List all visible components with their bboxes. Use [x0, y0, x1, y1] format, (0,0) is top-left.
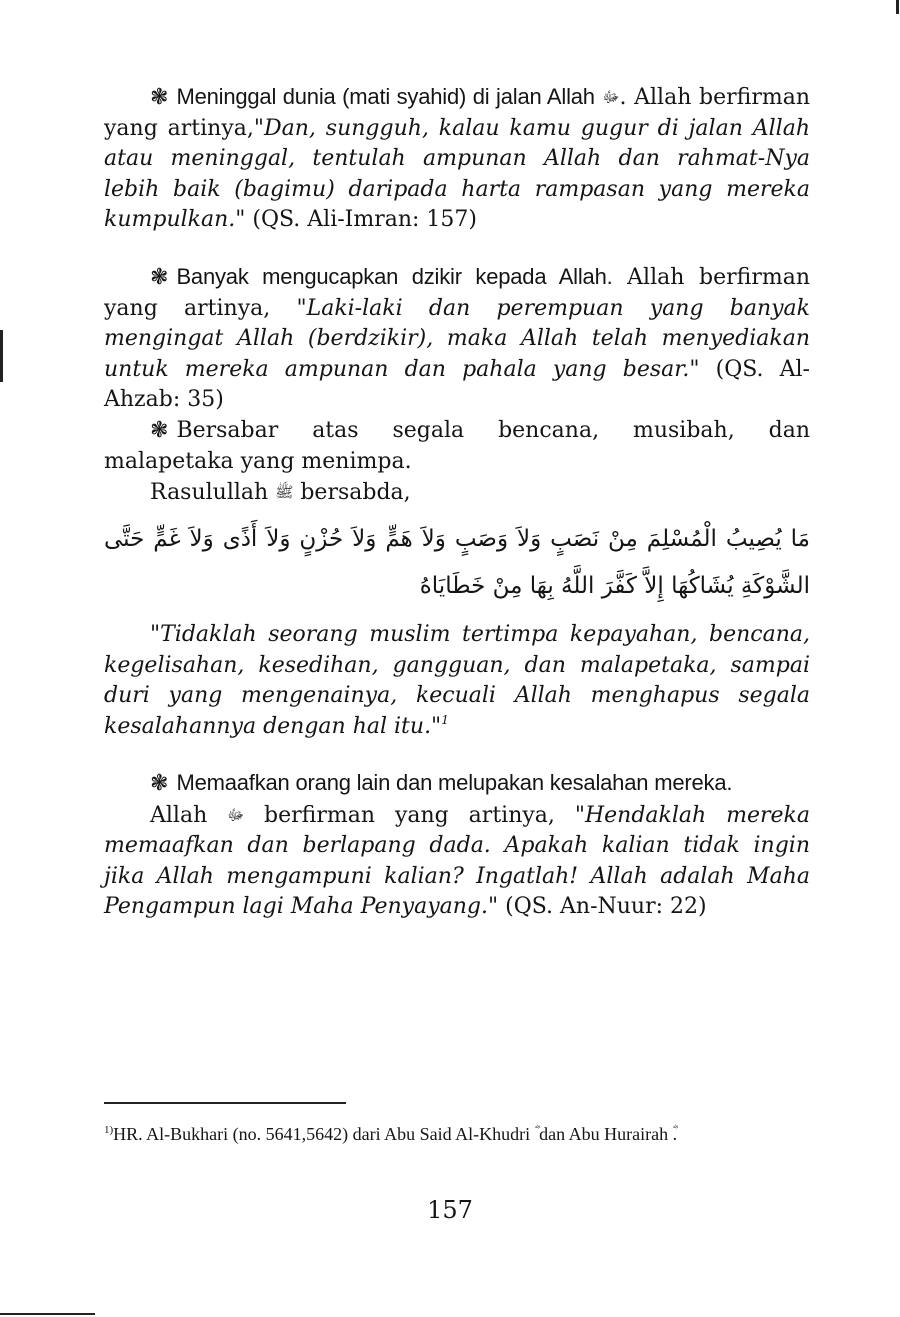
footnote-ref: 1 — [441, 712, 449, 727]
hadith-arabic-text: مَا يُصِيبُ الْمُسْلِمَ مِنْ نَصَبٍ وَلاَ وَصَبٍ وَلاَ هَمٍّ وَلاَ حُزْنٍ وَلاَ أَذًى وَلاَ غَمٍّ حَتَّى الشَّوْكَةِ يُشَاكُهَا إِلاَّ كَفَّرَ اللَّهُ بِهَا مِنْ خَطَايَاهُ — [104, 526, 810, 599]
top-scan-edge-mark — [896, 0, 899, 14]
ornament-icon: ❃ — [150, 265, 169, 290]
hadith-translation: "Tidaklah seorang muslim tertimpa kepayahan, bencana, kegelisahan, kesedihan, gangguan, dan malapetaka, sampai duri yang mengenainya, kecuali Allah menghapus segala kesalahannya dengan hal itu." — [104, 622, 810, 739]
footnote-divider — [104, 1102, 346, 1104]
ornament-icon: ❃ — [150, 418, 169, 443]
footnote-number: 1) — [104, 1124, 114, 1136]
ornament-icon: ❃ — [150, 771, 169, 796]
paragraph-hadith-translation — [104, 620, 810, 742]
paragraph-mati-syahid: ❃ Meninggal dunia (mati syahid) di jalan Allah ﷻ. Allah berfirman yang artinya,"Dan, sungguh, kalau kamu gugur di jalan Allah atau meninggal, tentulah ampunan Allah dan rahmat-Nya lebih baik (bagimu) daripada harta rampasan yang mereka kumpulkan." (QS. Ali-Imran: 157) — [104, 84, 810, 232]
quran-reference: " (QS. Al-Ahzab: 35) — [104, 356, 810, 412]
paragraph-dzikir: ❃ Banyak mengucapkan dzikir kepada Allah. Allah berfirman yang artinya, "Laki-laki dan perempuan yang banyak mengingat Allah (berdzikir), maka Allah telah menyediakan untuk mereka ampunan dan pahala yang besar." (QS. Al-Ahzab: 35) — [104, 264, 810, 412]
heading-bersabar: Bersabar atas segala bencana, musibah, dan malapetaka yang menimpa. — [104, 418, 810, 474]
salla-mark-icon: ﷺ — [275, 483, 294, 501]
paragraph-bersabar: ❃ Bersabar atas segala bencana, musibah, dan malapetaka yang menimpa. Rasulullah ﷺ bersabda, — [104, 418, 810, 505]
quran-quote: Hendaklah mereka memaafkan dan berlapang dada. Apakah kalian tidak ingin jika Allah mengampuni kalian? Ingatlah! Allah adalah Maha Pengampun lagi Maha Penyayang. — [104, 802, 810, 919]
footnote: $^{1)}$HR. Al-Bukhari (no. 5641,5642) dari Abu Said Al-Khudri dan Abu Hurairah . — [104, 1124, 678, 1144]
heading-mati-syahid: Meninggal dunia (mati syahid) di jalan Allah — [176, 84, 595, 109]
heading-memaafkan: Memaafkan orang lain dan melupakan kesalahan mereka. — [176, 770, 733, 795]
page-number: 157 — [427, 1196, 473, 1224]
heading-dzikir: Banyak mengucapkan dzikir kepada Allah. — [176, 264, 613, 289]
swt-mark-icon: ﷻ — [227, 805, 245, 824]
bottom-scan-edge-mark — [0, 1313, 95, 1315]
quran-quote: Dan, sungguh, kalau kamu gugur di jalan Allah atau meninggal, tentulah ampunan Allah dan rahmat-Nya lebih baik (bagimu) daripada harta rampasan yang mereka kumpulkan. — [104, 115, 810, 232]
left-scan-edge-mark — [0, 330, 3, 382]
ornament-icon: ❃ — [150, 85, 169, 110]
swt-mark-icon: ﷻ — [602, 88, 620, 106]
quran-quote: Laki-laki dan perempuan yang banyak mengingat Allah (berdzikir), maka Allah telah menyediakan untuk mereka ampunan dan pahala yang besar. — [104, 295, 810, 382]
paragraph-memaafkan: ❃ Memaafkan orang lain dan melupakan kesalahan mereka. Allah ﷻ berfirman yang artinya, "Hendaklah mereka memaafkan dan berlapang dada. Apakah kalian tidak ingin jika Allah mengampuni kalian? Ingatlah! Allah adalah Maha Pengampun lagi Maha Penyayang." (QS. An-Nuur: 22) — [104, 770, 810, 919]
quran-reference: " (QS. An-Nuur: 22) — [488, 894, 707, 919]
quran-reference: " (QS. Ali-Imran: 157) — [235, 207, 477, 232]
